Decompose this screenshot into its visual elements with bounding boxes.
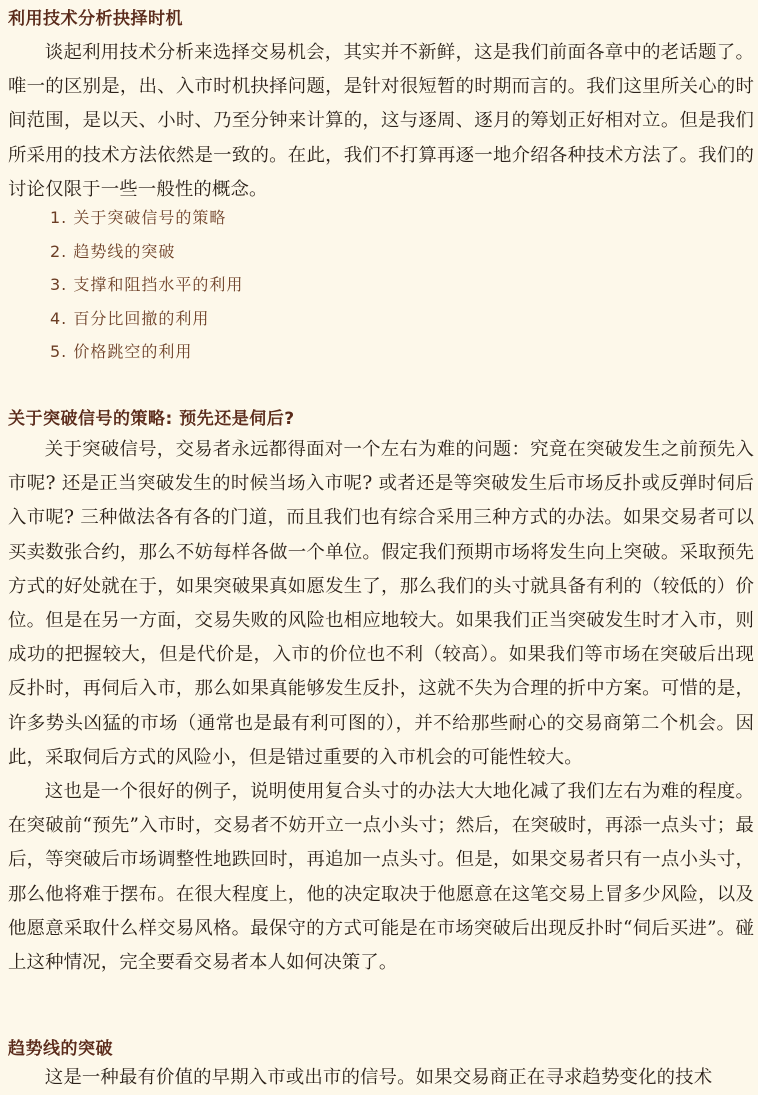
topic-list: [50, 201, 243, 369]
breakout-paragraph-2: 这也是一个很好的例子，说明使用复合头寸的办法大大地化减了我们左右为难的程度。在突破前“预先”入市时，交易者不妨开立一点小头寸；然后，在突破时，再添一点头寸；最后，等突破后市场调整性地跌回时，再追加一点头寸。但是，如果交易者只有一点小头寸，那么他将难于摆布。在很大程度上，他的决定取决于他愿意在这笔交易上冒多少风险，以及他愿意采取什么样交易风格。最保守的方式可能是在市场突破后出现反扑时“伺后买进”。碰上这种情况，完全要看交易者本人如何决策了。: [8, 781, 754, 974]
section-heading-breakout: 关于突破信号的策略: 预先还是伺后?: [8, 409, 295, 429]
trendline-paragraph: 这是一种最有价值的早期入市或出市的信号。如果交易商正在寻求趋势变化的技术: [44, 1067, 713, 1088]
section-heading-trendline: 趋势线的突破: [8, 1039, 113, 1059]
list-item: 2. 趋势线的突破: [50, 241, 176, 261]
list-item: 1. 关于突破信号的策略: [50, 208, 227, 227]
section-heading-timing: 利用技术分析抉择时机: [8, 9, 183, 29]
list-item: 4. 百分比回撤的利用: [50, 308, 210, 328]
intro-paragraph: 谈起利用技术分析来选择交易机会，其实并不新鲜，这是我们前面各章中的老话题了。唯一的区别是，出、入市时机抉择问题，是针对很短暂的时期而言的。我们这里所关心的时间范围，是以天、小时、乃至分钟来计算的，这与逐周、逐月的筹划正好相对立。但是我们所采用的技术方法依然是一致的。在此，我们不打算再逐一地介绍各种技术方法了。我们的讨论仅限于一些一般性的概念。: [8, 42, 754, 200]
list-item: 3. 支撑和阻挡水平的利用: [50, 275, 244, 295]
breakout-paragraph-1: 关于突破信号，交易者永远都得面对一个左右为难的问题：究竟在突破发生之前预先入市呢? 还是正当突破发生的时候当场入市呢? 或者还是等突破发生后市场反扑或反弹时伺后入市呢? 三种做法各有各的门道，而且我们也有综合采用三种方式的办法。如果交易者可以买卖数张合约，那么不妨每样各做一个单位。假定我们预期市场将发生向上突破。采取预先方式的好处就在于，如果突破果真如愿发生了，那么我们的头寸就具备有利的（较低的）价位。但是在另一方面，交易失败的风险也相应地较大。如果我们正当突破发生时才入市，则成功的把握较大，但是代价是，入市的价位也不利（较高）。如果我们等市场在突破后出现反扑时，再伺后入市，那么如果真能够发生反扑，这就不失为合理的折中方案。可惜的是，许多势头凶猛的市场（通常也是最有利可图的），并不给那些耐心的交易商第二个机会。因此，采取伺后方式的风险小，但是错过重要的入市机会的可能性较大。: [8, 439, 754, 768]
list-item: 5. 价格跳空的利用: [50, 342, 193, 362]
